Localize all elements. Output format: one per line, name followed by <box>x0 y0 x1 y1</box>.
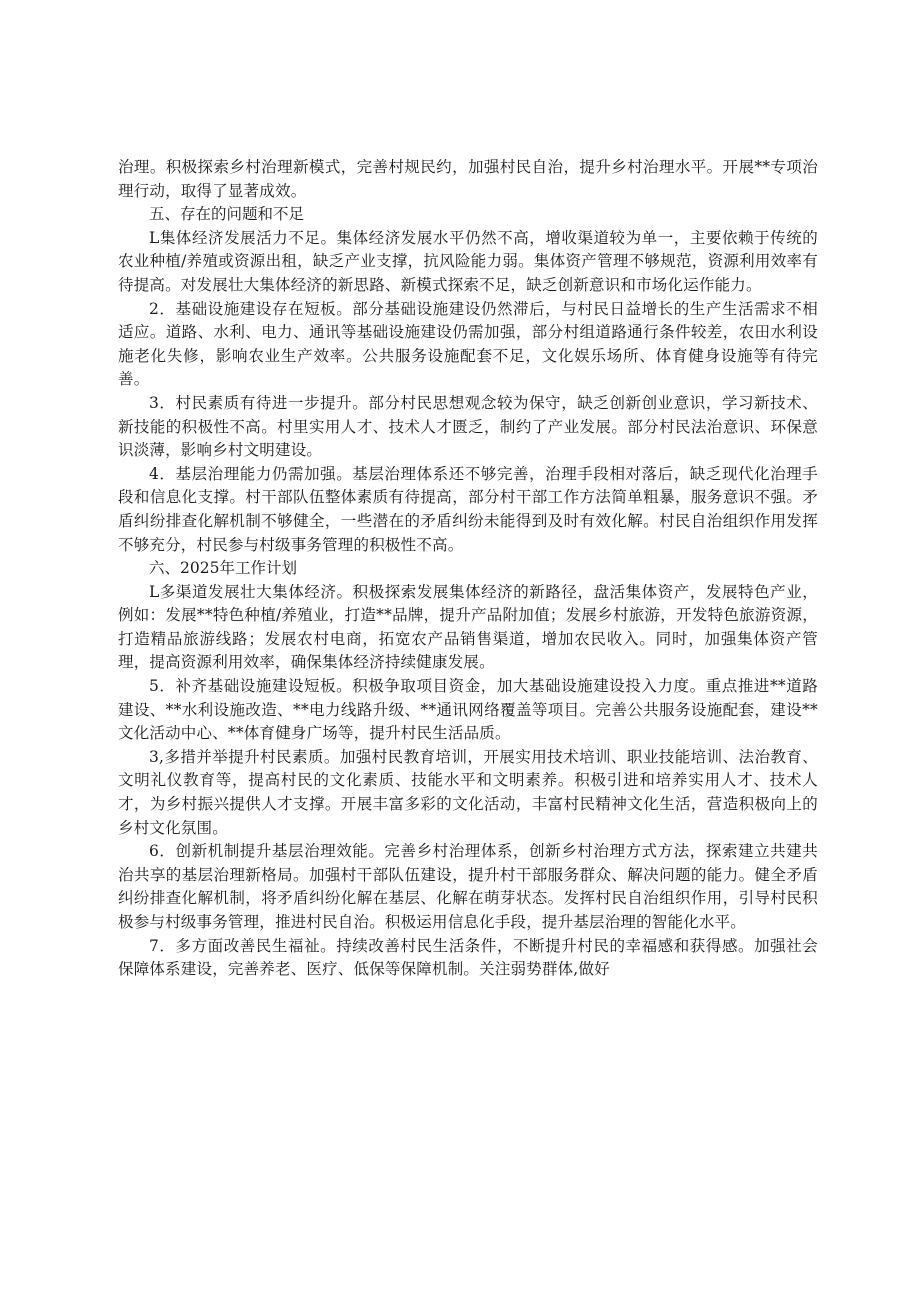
paragraph-plan-4: 6．创新机制提升基层治理效能。完善乡村治理体系，创新乡村治理方式方法，探索建立共建共治共享的基层治理新格局。加强村干部队伍建设，提升村干部服务群众、解决问题的能力。健全矛盾纠纷排查化解机制，将矛盾纠纷化解在基层、化解在萌芽状态。发挥村民自治组织作用，引导村民积极参与村级事务管理，推进村民自治。积极运用信息化手段，提升基层治理的智能化水平。 <box>118 842 818 931</box>
paragraph-plan-1: L多渠道发展壮大集体经济。积极探索发展集体经济的新路径，盘活集体资产，发展特色产业，例如：发展**特色种植/养殖业，打造**品牌，提升产品附加值；发展乡村旅游，开发特色旅游资源，打造精品旅游线路；发展农村电商，拓宽农产品销售渠道，增加农民收入。同时，加强集体资产管理，提高资源利用效率，确保集体经济持续健康发展。 <box>118 582 818 672</box>
paragraph-plan-2: 5．补齐基础设施建设短板。积极争取项目资金，加大基础设施建设投入力度。重点推进**道路建设、**水利设施改造、**电力线路升级、**通讯网络覆盖等项目。完善公共服务设施配套，建设**文化活动中心、**体育健身广场等，提升村民生活品质。 <box>118 677 818 743</box>
paragraph-governance-continued: 治理。积极探索乡村治理新模式，完善村规民约，加强村民自治，提升乡村治理水平。开展**专项治理行动，取得了显著成效。 <box>118 158 818 200</box>
document-page <box>118 156 818 982</box>
section-heading-plan-2025: 六、2025年工作计划 <box>149 559 297 578</box>
section-heading-problems: 五、存在的问题和不足 <box>149 205 305 224</box>
paragraph-plan-3: 3,多措并举提升村民素质。加强村民教育培训，开展实用技术培训、职业技能培训、法治教育、文明礼仪教育等，提高村民的文化素质、技能水平和文明素养。积极引进和培养实用人才、技术人才，为乡村振兴提供人才支撑。开展丰富多彩的文化活动，丰富村民精神文化生活，营造积极向上的乡村文化氛围。 <box>118 747 818 837</box>
paragraph-problem-4: 4．基层治理能力仍需加强。基层治理体系还不够完善，治理手段相对落后，缺乏现代化治理手段和信息化支撑。村干部队伍整体素质有待提高，部分村干部工作方法简单粗暴，服务意识不强。矛盾纠纷排查化解机制不够健全，一些潜在的矛盾纠纷未能得到及时有效化解。村民自治组织作用发挥不够充分，村民参与村级事务管理的积极性不高。 <box>118 464 818 554</box>
paragraph-problem-3: 3．村民素质有待进一步提升。部分村民思想观念较为保守，缺乏创新创业意识，学习新技术、新技能的积极性不高。村里实用人才、技术人才匮乏，制约了产业发展。部分村民法治意识、环保意识淡薄，影响乡村文明建设。 <box>118 393 818 460</box>
paragraph-plan-5: 7．多方面改善民生福祉。持续改善村民生活条件，不断提升村民的幸福感和获得感。加强社会保障体系建设，完善养老、医疗、低保等保障机制。关注弱势群体,做好 <box>118 936 818 979</box>
paragraph-problem-1: L集体经济发展活力不足。集体经济发展水平仍然不高，增收渠道较为单一，主要依赖于传统的农业种植/养殖或资源出租，缺乏产业支撑，抗风险能力弱。集体资产管理不够规范，资源利用效率有待提高。对发展壮大集体经济的新思路、新模式探索不足，缺乏创新意识和市场化运作能力。 <box>118 228 818 294</box>
paragraph-problem-2: 2．基础设施建设存在短板。部分基础设施建设仍然滞后，与村民日益增长的生产生活需求不相适应。道路、水利、电力、通讯等基础设施建设仍需加强，部分村组道路通行条件较差，农田水利设施老化失修，影响农业生产效率。公共服务设施配套不足，文化娱乐场所、体育健身设施等有待完善。 <box>118 299 818 389</box>
